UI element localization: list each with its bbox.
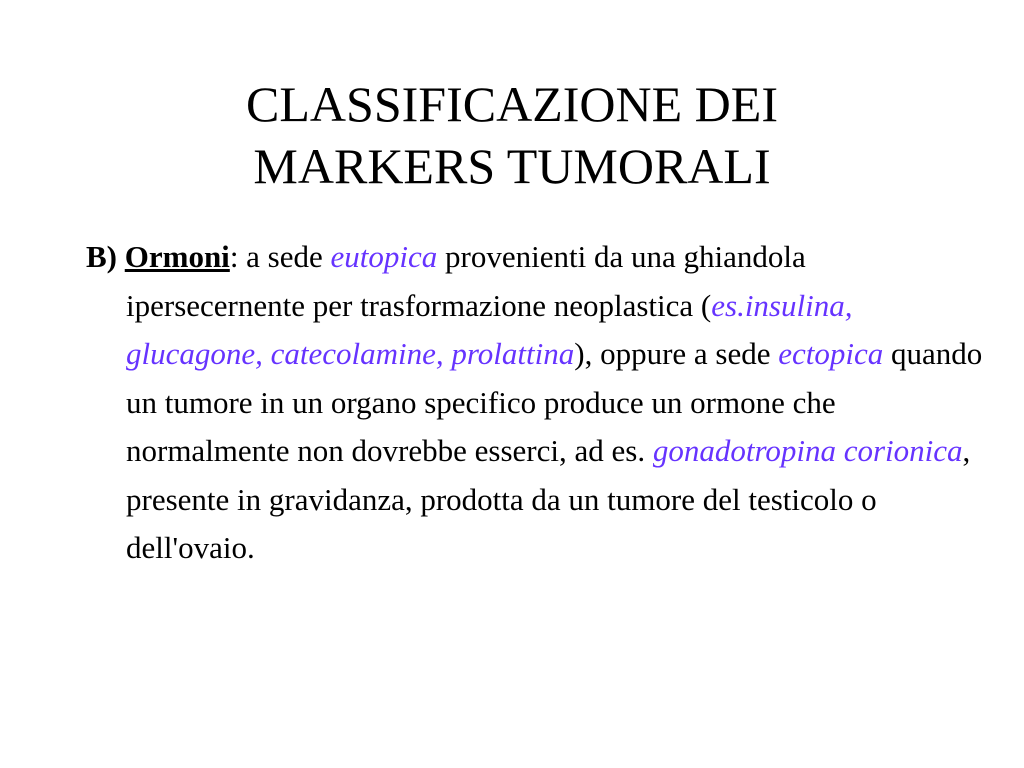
term-eutopica: eutopica	[330, 239, 438, 274]
text-segment-5: , presente in gravidanza, prodotta da un tumore del testicolo o dell'ovaio.	[126, 433, 971, 565]
list-prefix: B)	[86, 239, 117, 274]
text-segment-2: provenienti da una ghiandola ipersecernente per trasformazione neoplastica (	[126, 239, 806, 323]
examples-list: es.insulina, glucagone, catecolamine, prolattina	[126, 287, 853, 371]
term-gonadotropina: gonadotropina corionica	[652, 433, 963, 468]
slide-title-line-2: MARKERS TUMORALI	[253, 138, 771, 194]
keyword-ormoni: Ormoni	[124, 239, 230, 274]
body-paragraph	[86, 233, 986, 573]
text-segment-3: ), oppure a sede	[574, 336, 779, 371]
text-segment-1: : a sede	[229, 239, 331, 274]
slide-title-line-1: CLASSIFICAZIONE DEI	[246, 76, 778, 132]
text-segment-4: quando un tumore in un organo specifico produce un ormone che normalmente non dovrebbe esserci, ad es.	[126, 336, 983, 468]
slide-title	[80, 73, 944, 197]
term-ectopica: ectopica	[778, 336, 884, 371]
